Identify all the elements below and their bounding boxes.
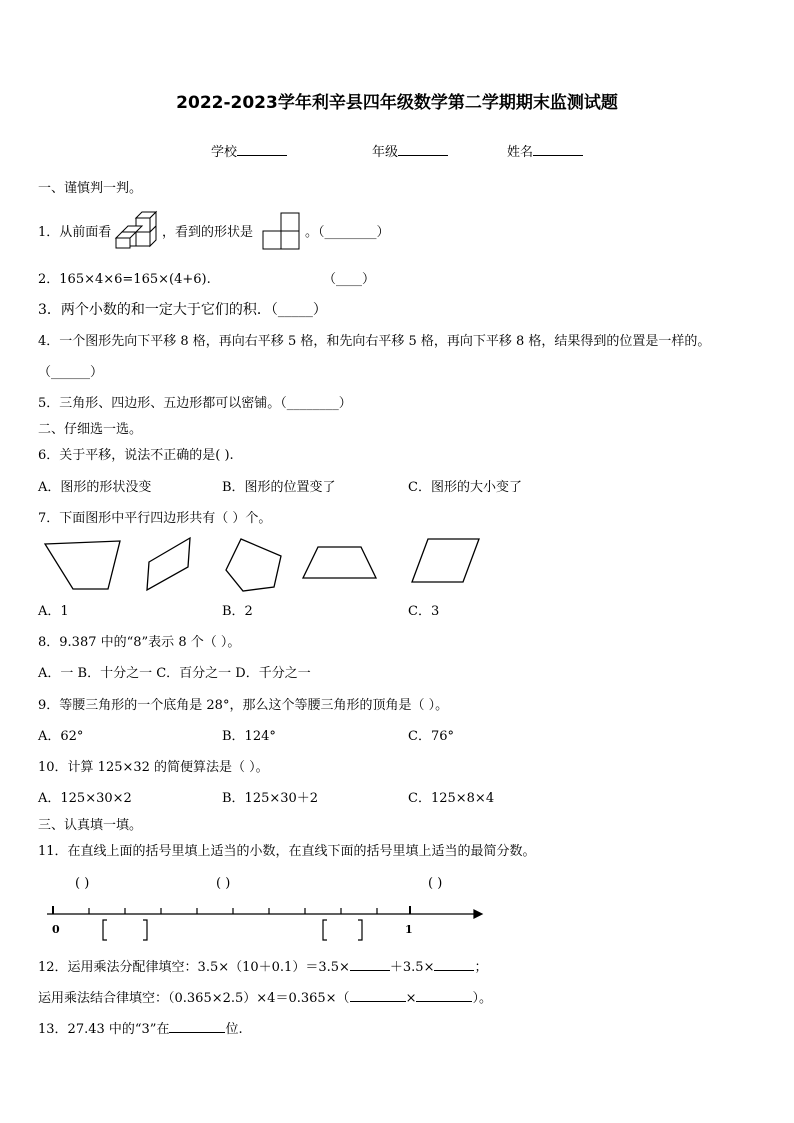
q12-line1-text-c: ； bbox=[474, 960, 488, 975]
q4-text-line2: （______） bbox=[38, 365, 104, 380]
q10-option-a[interactable]: A．125×30×2 bbox=[38, 791, 132, 806]
section-2-heading: 二、仔细选一选。 bbox=[38, 422, 143, 437]
q11-paren-top-2[interactable]: ( ) bbox=[216, 876, 231, 891]
q12-line2 bbox=[38, 989, 492, 1007]
q11-text: 11．在直线上面的括号里填上适当的小数，在直线下面的括号里填上适当的最简分数。 bbox=[38, 844, 536, 859]
q13-blank[interactable] bbox=[169, 1020, 225, 1033]
q12-blank-2[interactable] bbox=[434, 958, 474, 971]
q12-blank-3[interactable] bbox=[350, 989, 406, 1002]
q10-option-c[interactable]: C．125×8×4 bbox=[408, 791, 495, 806]
q12-line2-text-b: × bbox=[405, 991, 417, 1006]
q12-line2-text-a: 运用乘法结合律填空：（0.365×2.5）×4＝0.365×（ bbox=[38, 991, 350, 1006]
q6-option-b[interactable]: B．图形的位置变了 bbox=[222, 480, 336, 495]
q2-paren: （____） bbox=[323, 272, 376, 287]
q3-text: 3．两个小数的和一定大于它们的积．（_____） bbox=[38, 302, 327, 318]
q13-text-a: 13．27.43 中的“3”在 bbox=[38, 1022, 170, 1037]
q12-line2-text-c: ）。 bbox=[472, 991, 492, 1006]
q12-line1 bbox=[38, 958, 488, 976]
q11-paren-top-1[interactable]: ( ) bbox=[75, 876, 90, 891]
q1-text-2: ，看到的形状是 bbox=[162, 225, 254, 240]
section-3-heading: 三、认真填一填。 bbox=[38, 818, 143, 833]
q10-text: 10．计算 125×32 的简便算法是（ ）。 bbox=[38, 760, 269, 775]
grade-label: 年级 bbox=[372, 145, 399, 160]
q6-text: 6．关于平移，说法不正确的是( ). bbox=[38, 448, 234, 463]
q9-option-b[interactable]: B．124° bbox=[222, 729, 276, 744]
q11-paren-top-3[interactable]: ( ) bbox=[428, 876, 443, 891]
page-title: 2022-2023学年利辛县四年级数学第二学期期末监测试题 bbox=[176, 93, 618, 113]
number-line-label-1: 1 bbox=[405, 923, 413, 936]
q12-blank-1[interactable] bbox=[350, 958, 390, 971]
q7-text: 7．下面图形中平行四边形共有（ ）个。 bbox=[38, 511, 272, 526]
q7-option-a[interactable]: A．1 bbox=[38, 604, 69, 619]
q5-text: 5．三角形、四边形、五边形都可以密铺。（________） bbox=[38, 396, 352, 411]
q9-option-c[interactable]: C．76° bbox=[408, 729, 454, 744]
q8-options[interactable]: A．一 B．十分之一 C．百分之一 D．千分之一 bbox=[38, 666, 311, 681]
q2-text: 2．165×4×6=165×(4+6). bbox=[38, 272, 211, 287]
q12-line1-text-b: ＋3.5× bbox=[389, 960, 435, 975]
q9-text: 9．等腰三角形的一个底角是 28°，那么这个等腰三角形的顶角是（ ）。 bbox=[38, 698, 449, 713]
school-label: 学校 bbox=[211, 145, 238, 160]
q7-option-c[interactable]: C．3 bbox=[408, 604, 440, 619]
number-line-label-0: 0 bbox=[52, 923, 60, 936]
q6-option-c[interactable]: C．图形的大小变了 bbox=[408, 480, 522, 495]
q1-text-1: 1．从前面看 bbox=[38, 225, 112, 240]
q7-option-b[interactable]: B．2 bbox=[222, 604, 253, 619]
q8-text: 8．9.387 中的“8”表示 8 个（ ）。 bbox=[38, 635, 241, 650]
q9-option-a[interactable]: A．62° bbox=[38, 729, 84, 744]
q13-line bbox=[38, 1020, 243, 1038]
q10-option-b[interactable]: B．125×30＋2 bbox=[222, 791, 319, 806]
section-1-heading: 一、谨慎判一判。 bbox=[38, 181, 143, 196]
q1-text-3: 。（________） bbox=[305, 225, 390, 240]
name-label: 姓名 bbox=[507, 145, 534, 160]
q12-blank-4[interactable] bbox=[416, 989, 472, 1002]
q6-option-a[interactable]: A．图形的形状没变 bbox=[38, 480, 152, 495]
q12-line1-text-a: 12．运用乘法分配律填空：3.5×（10＋0.1）＝3.5× bbox=[38, 960, 350, 975]
q13-text-b: 位. bbox=[225, 1022, 243, 1037]
q4-text-line1: 4．一个图形先向下平移 8 格，再向右平移 5 格，和先向右平移 5 格，再向下平移 8 格，结果得到的位置是一样的。 bbox=[38, 334, 711, 349]
